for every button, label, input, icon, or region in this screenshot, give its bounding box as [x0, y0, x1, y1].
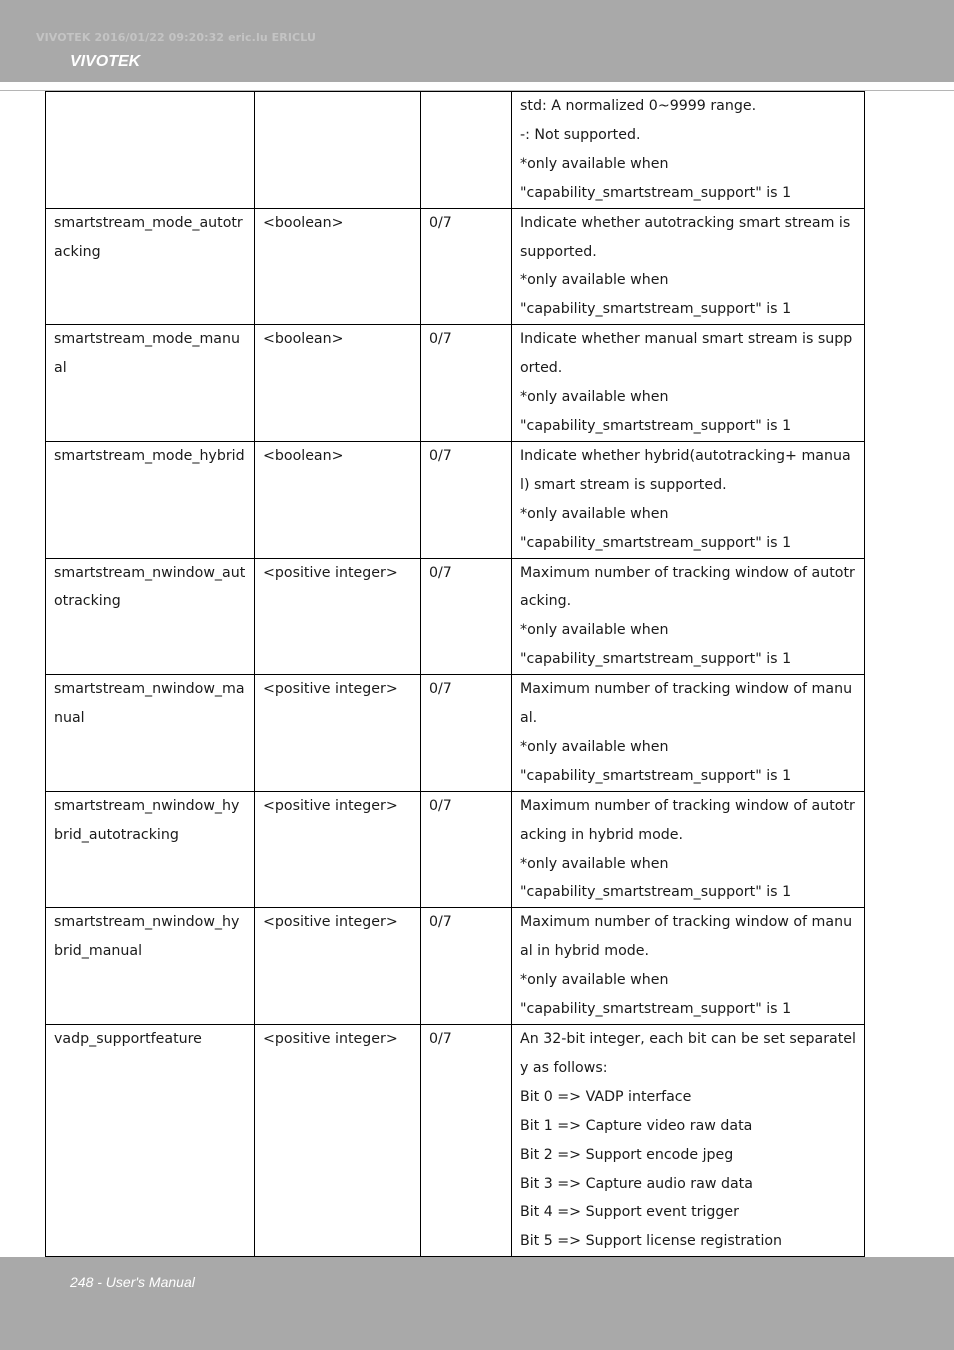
table-row	[46, 675, 865, 792]
description-line: *only available when	[520, 272, 669, 289]
description-line: -: Not supported.	[520, 126, 641, 143]
page-number-label: 248 - User's Manual	[70, 1274, 195, 1290]
table-row	[46, 325, 865, 442]
param-description-cell	[512, 675, 865, 792]
description-line: Maximum number of tracking window of autotracking.	[520, 564, 855, 610]
param-description-cell	[512, 908, 865, 1025]
description-line: Bit 5 => Support license registration	[520, 1233, 783, 1250]
param-security-cell: 0/7	[421, 558, 512, 675]
param-name-cell: smartstream_nwindow_hybrid_autotracking	[46, 791, 255, 908]
description-line: Bit 0 => VADP interface	[520, 1088, 692, 1105]
param-type-cell: <boolean>	[255, 325, 421, 442]
param-type-cell: <positive integer>	[255, 908, 421, 1025]
param-type-cell: <boolean>	[255, 208, 421, 325]
page-header	[0, 0, 954, 82]
table-row	[46, 908, 865, 1025]
description-line: *only available when	[520, 622, 669, 639]
table-row	[46, 208, 865, 325]
brand-logo-text: VIVOTEK	[70, 53, 141, 70]
table-row	[46, 92, 865, 209]
description-line: Bit 4 => Support event trigger	[520, 1204, 739, 1221]
description-line: Bit 3 => Capture audio raw data	[520, 1175, 753, 1192]
description-line: Maximum number of tracking window of autotracking in hybrid mode.	[520, 797, 855, 843]
param-name-cell: smartstream_nwindow_hybrid_manual	[46, 908, 255, 1025]
description-line: *only available when	[520, 389, 669, 406]
param-name-cell: smartstream_mode_manual	[46, 325, 255, 442]
table-row	[46, 1025, 865, 1257]
param-type-cell	[255, 92, 421, 209]
param-name-cell	[46, 92, 255, 209]
description-line: "capability_smartstream_support" is 1	[520, 767, 792, 784]
description-line: Maximum number of tracking window of manual in hybrid mode.	[520, 914, 853, 960]
description-line: "capability_smartstream_support" is 1	[520, 534, 792, 551]
param-security-cell: 0/7	[421, 441, 512, 558]
param-security-cell: 0/7	[421, 325, 512, 442]
param-security-cell: 0/7	[421, 908, 512, 1025]
param-description-cell	[512, 441, 865, 558]
table-row	[46, 441, 865, 558]
param-security-cell: 0/7	[421, 208, 512, 325]
watermark-text: VIVOTEK 2016/01/22 09:20:32 eric.lu ERICLU	[36, 31, 316, 44]
description-line: "capability_smartstream_support" is 1	[520, 884, 792, 901]
description-line: An 32-bit integer, each bit can be set separately as follows:	[520, 1031, 856, 1076]
parameter-table	[45, 91, 865, 1257]
description-line: "capability_smartstream_support" is 1	[520, 301, 792, 318]
description-line: "capability_smartstream_support" is 1	[520, 1001, 792, 1018]
description-line: "capability_smartstream_support" is 1	[520, 184, 792, 201]
param-description-cell	[512, 208, 865, 325]
param-security-cell: 0/7	[421, 1025, 512, 1257]
description-line: Maximum number of tracking window of manual.	[520, 681, 853, 727]
description-line: Indicate whether autotracking smart stream is supported.	[520, 214, 851, 260]
param-name-cell: vadp_supportfeature	[46, 1025, 255, 1257]
param-type-cell: <positive integer>	[255, 558, 421, 675]
description-line: std: A normalized 0~9999 range.	[520, 98, 757, 114]
param-type-cell: <positive integer>	[255, 1025, 421, 1257]
description-line: "capability_smartstream_support" is 1	[520, 417, 792, 434]
param-description-cell	[512, 1025, 865, 1257]
param-name-cell: smartstream_mode_autotracking	[46, 208, 255, 325]
description-line: Indicate whether manual smart stream is supported.	[520, 331, 853, 377]
param-name-cell: smartstream_mode_hybrid	[46, 441, 255, 558]
param-security-cell	[421, 92, 512, 209]
parameter-table-body	[46, 92, 865, 1257]
description-line: "capability_smartstream_support" is 1	[520, 651, 792, 668]
param-type-cell: <boolean>	[255, 441, 421, 558]
description-line: Bit 1 => Capture video raw data	[520, 1117, 753, 1134]
param-type-cell: <positive integer>	[255, 675, 421, 792]
param-description-cell	[512, 558, 865, 675]
table-row	[46, 791, 865, 908]
param-description-cell	[512, 791, 865, 908]
description-line: *only available when	[520, 505, 669, 522]
description-line: Bit 2 => Support encode jpeg	[520, 1146, 734, 1163]
param-security-cell: 0/7	[421, 791, 512, 908]
description-line: *only available when	[520, 855, 669, 872]
description-line: Indicate whether hybrid(autotracking+ manual) smart stream is supported.	[520, 447, 851, 493]
description-line: *only available when	[520, 155, 669, 172]
page-footer	[0, 1257, 954, 1350]
param-description-cell	[512, 325, 865, 442]
param-type-cell: <positive integer>	[255, 791, 421, 908]
param-name-cell: smartstream_nwindow_autotracking	[46, 558, 255, 675]
param-description-cell	[512, 92, 865, 209]
param-security-cell: 0/7	[421, 675, 512, 792]
table-row	[46, 558, 865, 675]
description-line: *only available when	[520, 972, 669, 989]
param-name-cell: smartstream_nwindow_manual	[46, 675, 255, 792]
description-line: *only available when	[520, 738, 669, 755]
